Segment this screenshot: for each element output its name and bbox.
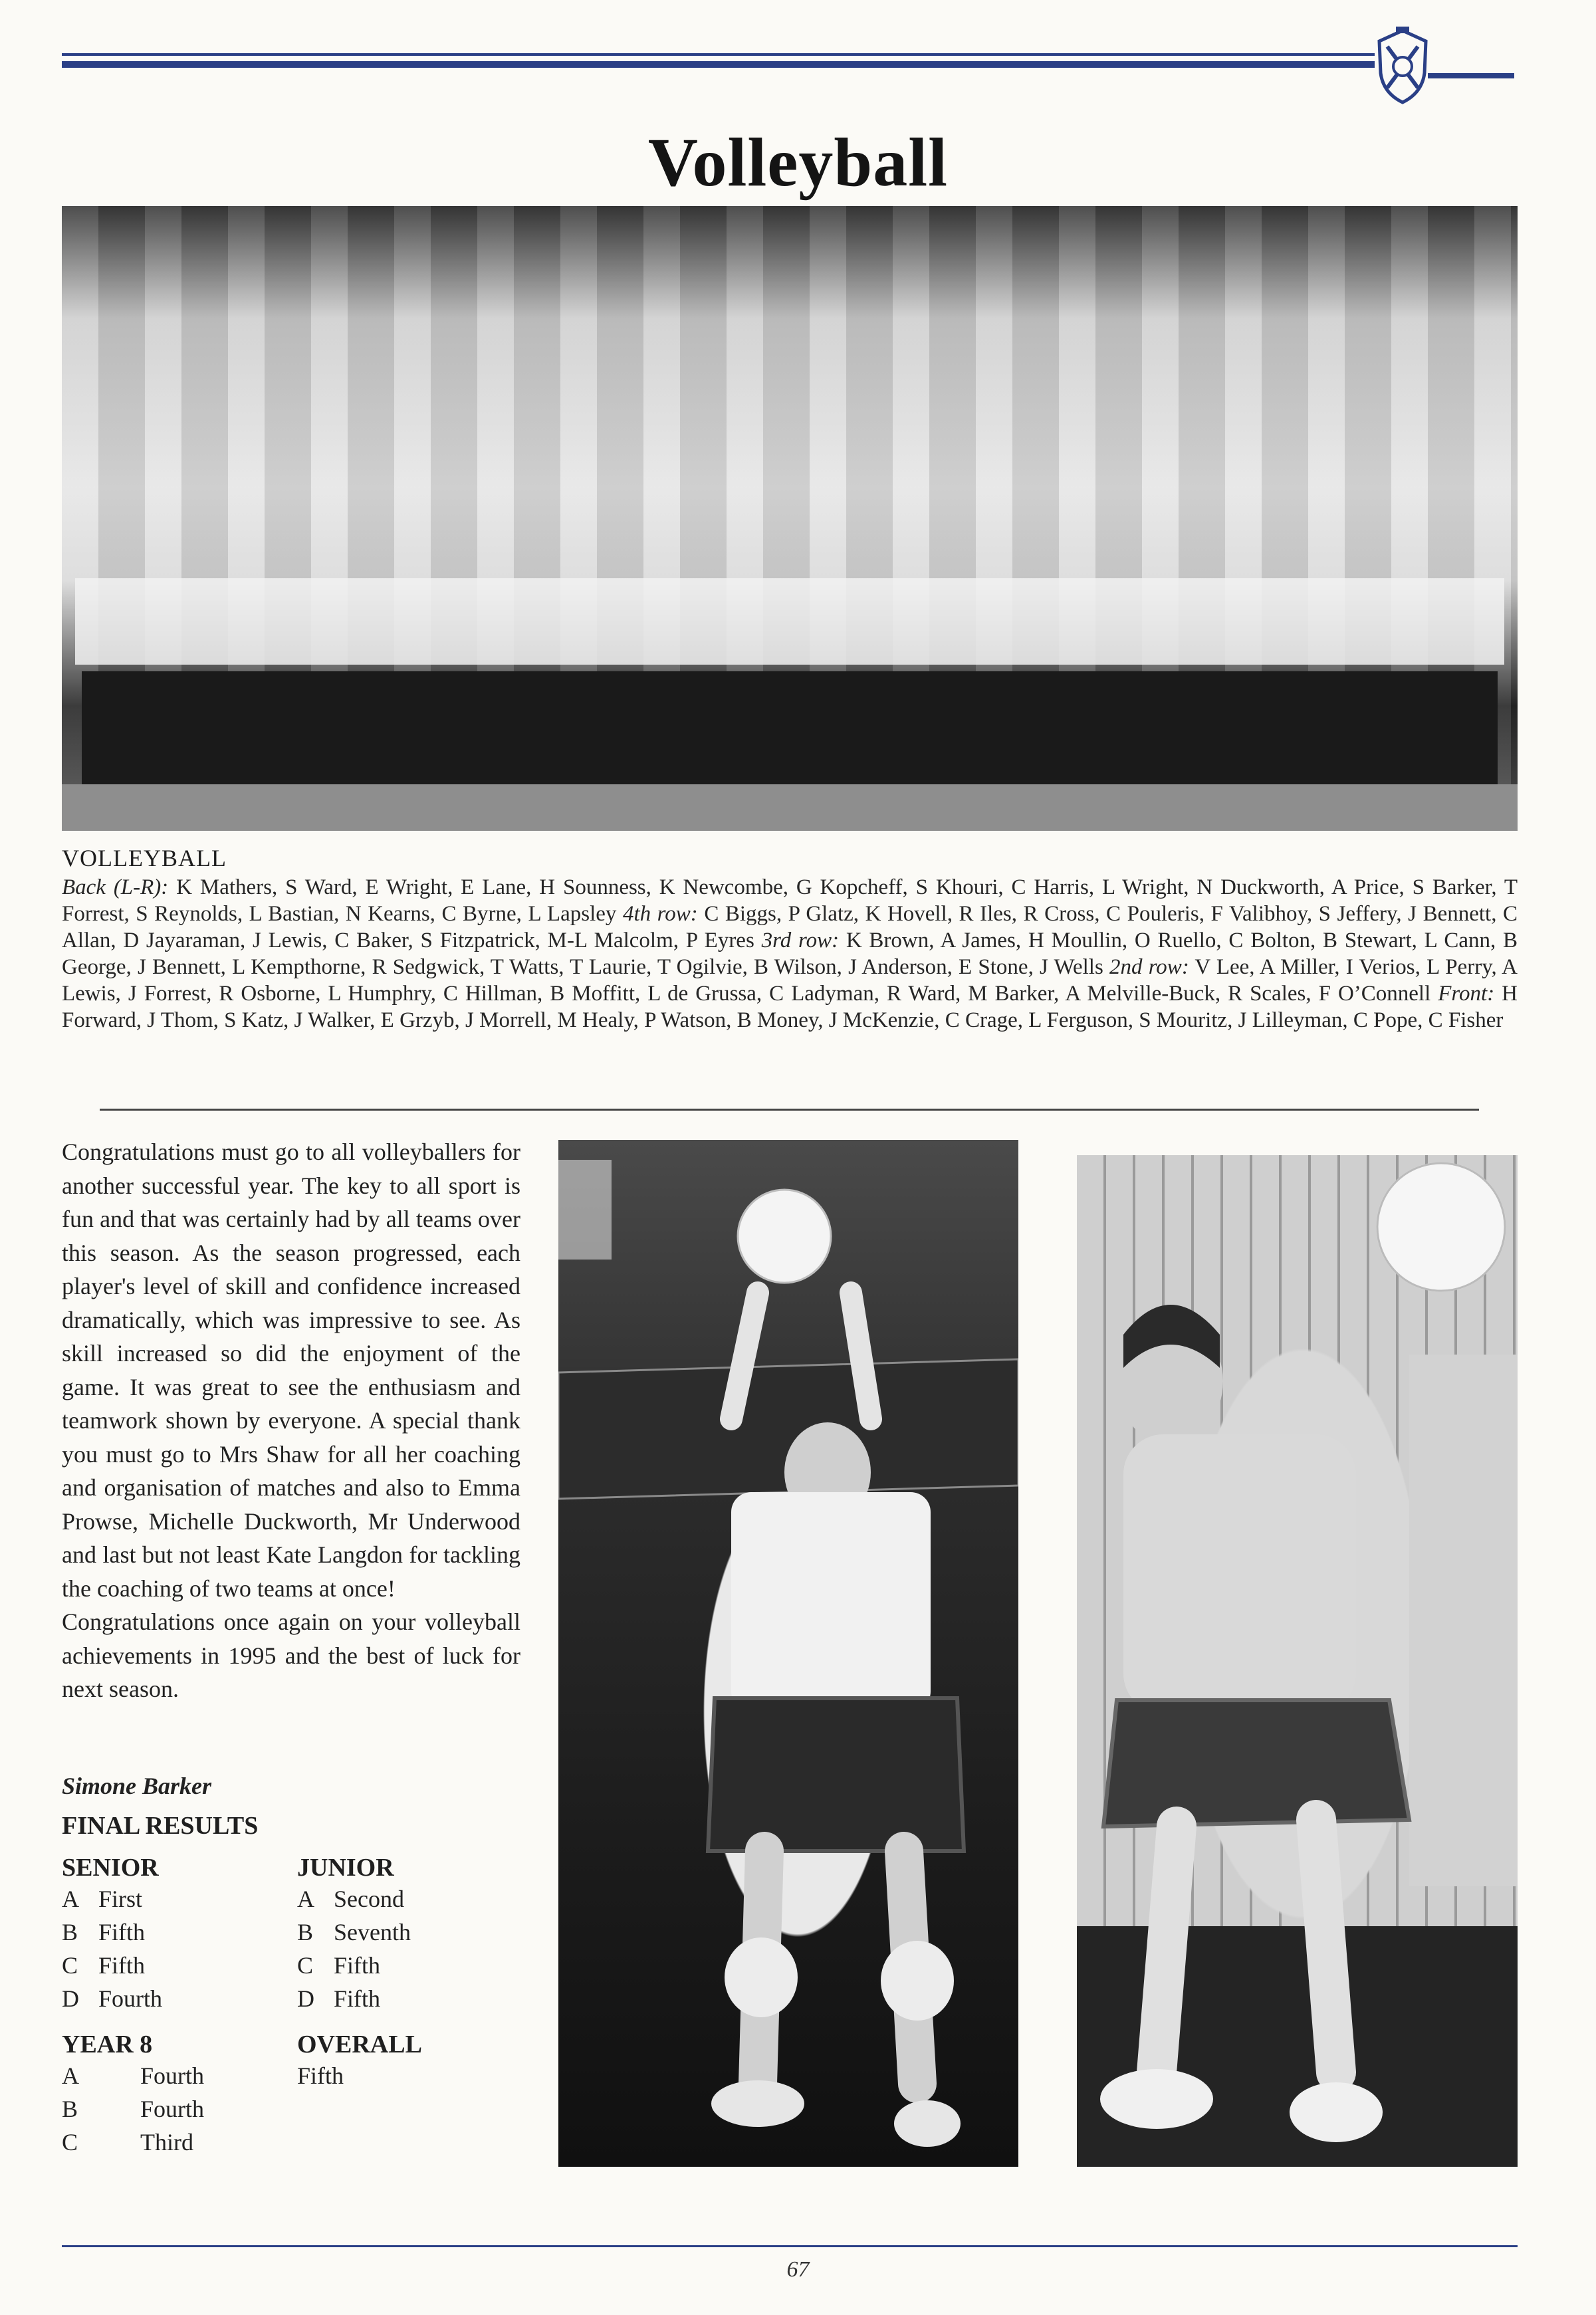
article-closing: Congratulations once again on your volleyball achievements in 1995 and the best of luck for next season. xyxy=(62,1608,520,1702)
article-paragraph: Congratulations must go to all volleyballers for another successful year. The key to all sport is fun and that was certainly had by all teams over this season. As the season progressed, each player's level of skill and confidence increased dramatically, which was impressive to see. As skill increased so did the enjoyment of the game. It was great to see the enthusiasm and teamwork shown by everyone. A special thank you must go to Mrs Shaw for all her coaching and organisation of matches and also to Emma Prowse, Michelle Duckworth, Mr Underwood and last but not least Kate Langdon for tackling the coaching of two teams at once! xyxy=(62,1139,520,1602)
player-setting-figure xyxy=(558,1140,1018,2167)
results-row: D Fourth xyxy=(62,1985,163,2012)
results-overall xyxy=(297,2030,422,2092)
caption-row-label: 4th row: xyxy=(622,902,698,926)
player-setting-photo xyxy=(558,1140,1018,2167)
results-junior-heading: JUNIOR xyxy=(297,1854,394,1882)
player-bumping-photo xyxy=(1077,1155,1518,2167)
results-year8 xyxy=(62,2030,204,2159)
caption-row-names: K Mathers, S Ward, E Wright, E Lane, H Sounness, K Newcombe, G Kopcheff, S Khouri, C Harris, L Wright, N Duckworth, A Price, S Barker, T Forrest, S Reynolds, L Bastian, N Kearns, C Byrne, L Lapsley xyxy=(62,875,1518,926)
results-row: C Third xyxy=(62,2129,193,2155)
results-row: A First xyxy=(62,1886,143,1912)
team-photo xyxy=(62,206,1518,831)
caption-names xyxy=(62,874,1518,1034)
school-crest-icon xyxy=(1373,27,1432,106)
results-junior xyxy=(297,1853,411,2015)
caption-row-label: 2nd row: xyxy=(1109,955,1189,979)
results-row: A Fourth xyxy=(62,2062,205,2089)
article-body xyxy=(62,1135,520,1706)
results-row: A Second xyxy=(297,1886,404,1912)
team-photo-figures xyxy=(62,206,1518,831)
results-row: C Fifth xyxy=(297,1952,381,1979)
results-row: D Fifth xyxy=(297,1985,381,2012)
page-number: 67 xyxy=(786,2257,810,2282)
results-title: FINAL RESULTS xyxy=(62,1812,259,1840)
results-overall-value: Fifth xyxy=(297,2062,344,2089)
caption-row-names: H Forward, J Thom, S Katz, J Walker, E Grzyb, J Morrell, M Healy, P Watson, B Money, J McKenzie, C Crage, L Ferguson, S Mouritz, J Lilleyman, C Pope, C Fisher xyxy=(62,982,1518,1032)
header-rule-thick xyxy=(62,61,1375,68)
caption-heading: VOLLEYBALL xyxy=(62,845,227,871)
results-row: B Fourth xyxy=(62,2096,205,2122)
caption-row-label: Back (L-R): xyxy=(62,875,169,899)
player-bumping-figure xyxy=(1077,1155,1518,2167)
caption-row-names: C Biggs, P Glatz, K Hovell, R Iles, R Cross, C Pouleris, F Valibhoy, S Jeffery, J Bennett, C Allan, D Jayaraman, J Lewis, C Baker, S Fitzpatrick, M-L Malcolm, P Eyres xyxy=(62,902,1518,952)
section-divider xyxy=(100,1109,1479,1111)
article-author: Simone Barker xyxy=(62,1773,212,1799)
results-year8-heading: YEAR 8 xyxy=(62,2031,153,2058)
results-senior xyxy=(62,1853,162,2015)
results-row: B Seventh xyxy=(297,1919,411,1945)
footer-rule xyxy=(62,2245,1518,2247)
caption-row-names: K Brown, A James, H Moullin, O Ruello, C Bolton, B Stewart, L Cann, B George, J Bennett, L Kempthorne, R Sedgwick, T Watts, T Laurie, T Ogilvie, B Wilson, J Anderson, E Stone, J Wells xyxy=(62,929,1518,979)
caption-row-label: Front: xyxy=(1438,982,1495,1006)
results-row: B Fifth xyxy=(62,1919,146,1945)
results-row: C Fifth xyxy=(62,1952,146,1979)
results-overall-heading: OVERALL xyxy=(297,2031,422,2058)
header-rule-right xyxy=(1428,73,1514,78)
caption-row-names: V Lee, A Miller, I Verios, L Perry, A Lewis, J Forrest, R Osborne, L Humphry, C Hillman, B Moffitt, L de Grussa, C Ladyman, R Ward, M Barker, A Melville-Buck, R Scales, F O’Connell xyxy=(62,955,1518,1006)
header-rule-thin xyxy=(62,53,1375,56)
results-senior-heading: SENIOR xyxy=(62,1854,159,1882)
page-title: Volleyball xyxy=(647,124,949,201)
caption-row-label: 3rd row: xyxy=(761,929,840,952)
